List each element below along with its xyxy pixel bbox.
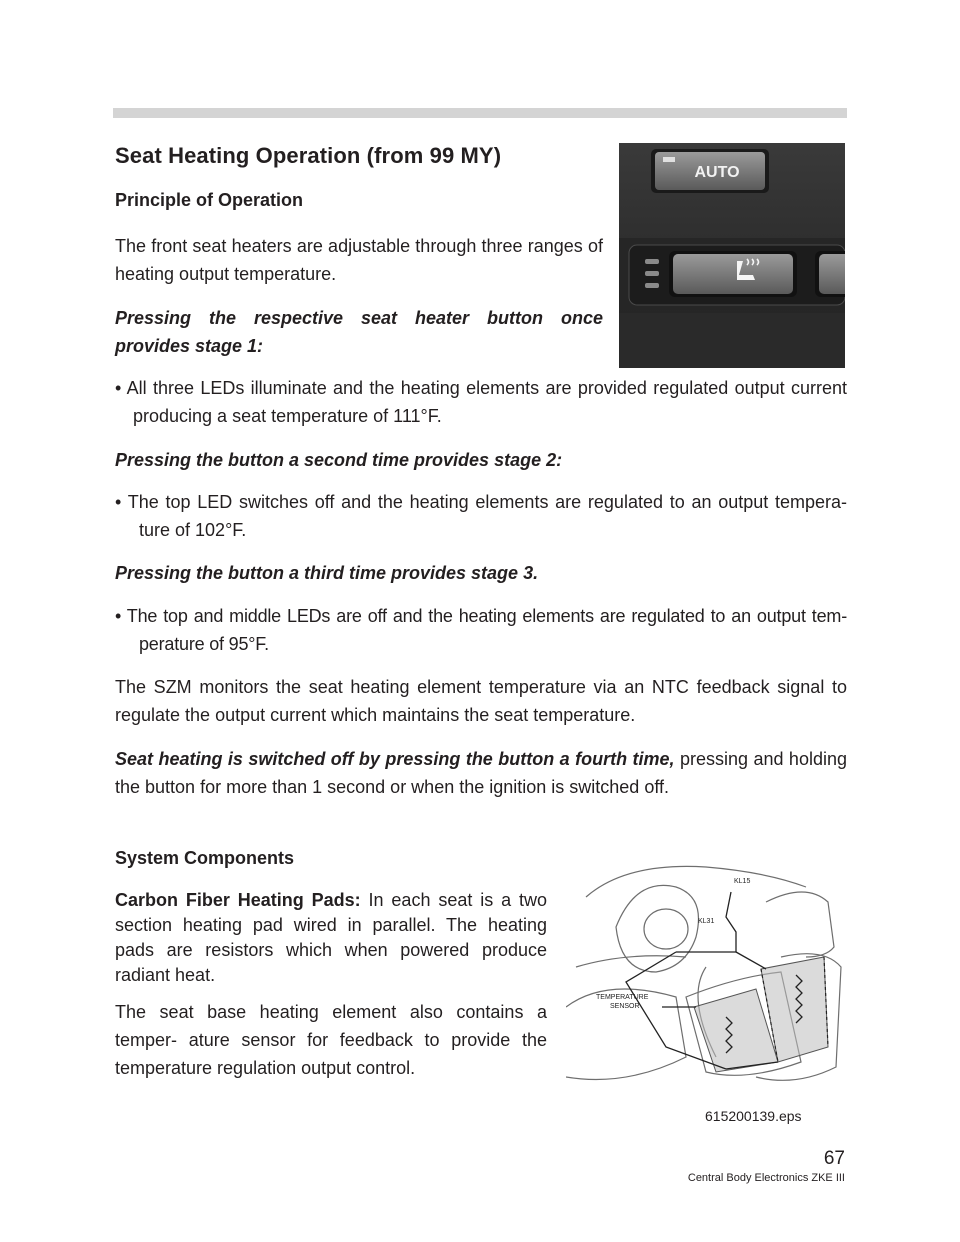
seat-heater-button-photo [619, 143, 845, 368]
stage1-heading: Pressing the respective seat heater button once provides stage 1: [115, 308, 603, 356]
heating-pads-text: In each seat is a two section heating pad wired in parallel. The heating pads are resistors which when powered produce radiant heat. [115, 890, 547, 985]
switch-off-rest: pressing and holding the button for more than 1 second or when the ignition is switched off. [115, 749, 847, 797]
stage1-bullet: • All three LEDs illuminate and the heating elements are provided regulated output current producing a seat temperature of 111°F. [115, 378, 847, 426]
components-heading: System Components [115, 848, 295, 868]
figure-caption: 615200139.eps [705, 1108, 802, 1124]
heating-pads [694, 957, 828, 1072]
heating-pads-label: Carbon Fiber Heating Pads: [115, 890, 361, 910]
header-rule [113, 108, 847, 118]
kl31-label: KL31 [698, 918, 715, 925]
sensor-label-line2: SENSOR [610, 1003, 640, 1010]
footer-title: Central Body Electronics ZKE III [687, 1172, 845, 1184]
switch-off-emphasis: Seat heating is switched off by pressing the button a fourth time, [115, 749, 675, 769]
stage2-bullet: • The top LED switches off and the heating elements are regulated to an output tempera- ture of 102°F. [115, 492, 847, 540]
intro-paragraph: The front seat heaters are adjustable through three ranges of heating output temperature. [115, 236, 603, 284]
heating-pads-paragraph [115, 888, 547, 988]
panel-photo-graphic [619, 143, 845, 368]
seat-heating-diagram [566, 857, 846, 1097]
principle-heading: Principle of Operation [115, 190, 304, 210]
page-title: Seat Heating Operation (from 99 MY) [115, 143, 502, 168]
page-number: 67 [823, 1148, 845, 1169]
sensor-label-line1: TEMPERATURE [596, 994, 649, 1001]
stage3-bullet: • The top and middle LEDs are off and the heating elements are regulated to an output tem- perature of 95°F. [115, 606, 847, 654]
szm-paragraph: The SZM monitors the seat heating element temperature via an NTC feedback signal to regulate the output current which maintains the seat temperature. [115, 677, 847, 725]
auto-button-label: AUTO [694, 164, 740, 181]
stage3-heading: Pressing the button a third time provides stage 3. [115, 563, 539, 583]
sensor-paragraph: The seat base heating element also contains a temper- ature sensor for feedback to provide the temperature regulation output control. [115, 1002, 547, 1078]
switch-off-paragraph [115, 745, 847, 801]
stage2-heading: Pressing the button a second time provides stage 2: [115, 450, 563, 470]
kl15-label: KL15 [734, 878, 751, 885]
